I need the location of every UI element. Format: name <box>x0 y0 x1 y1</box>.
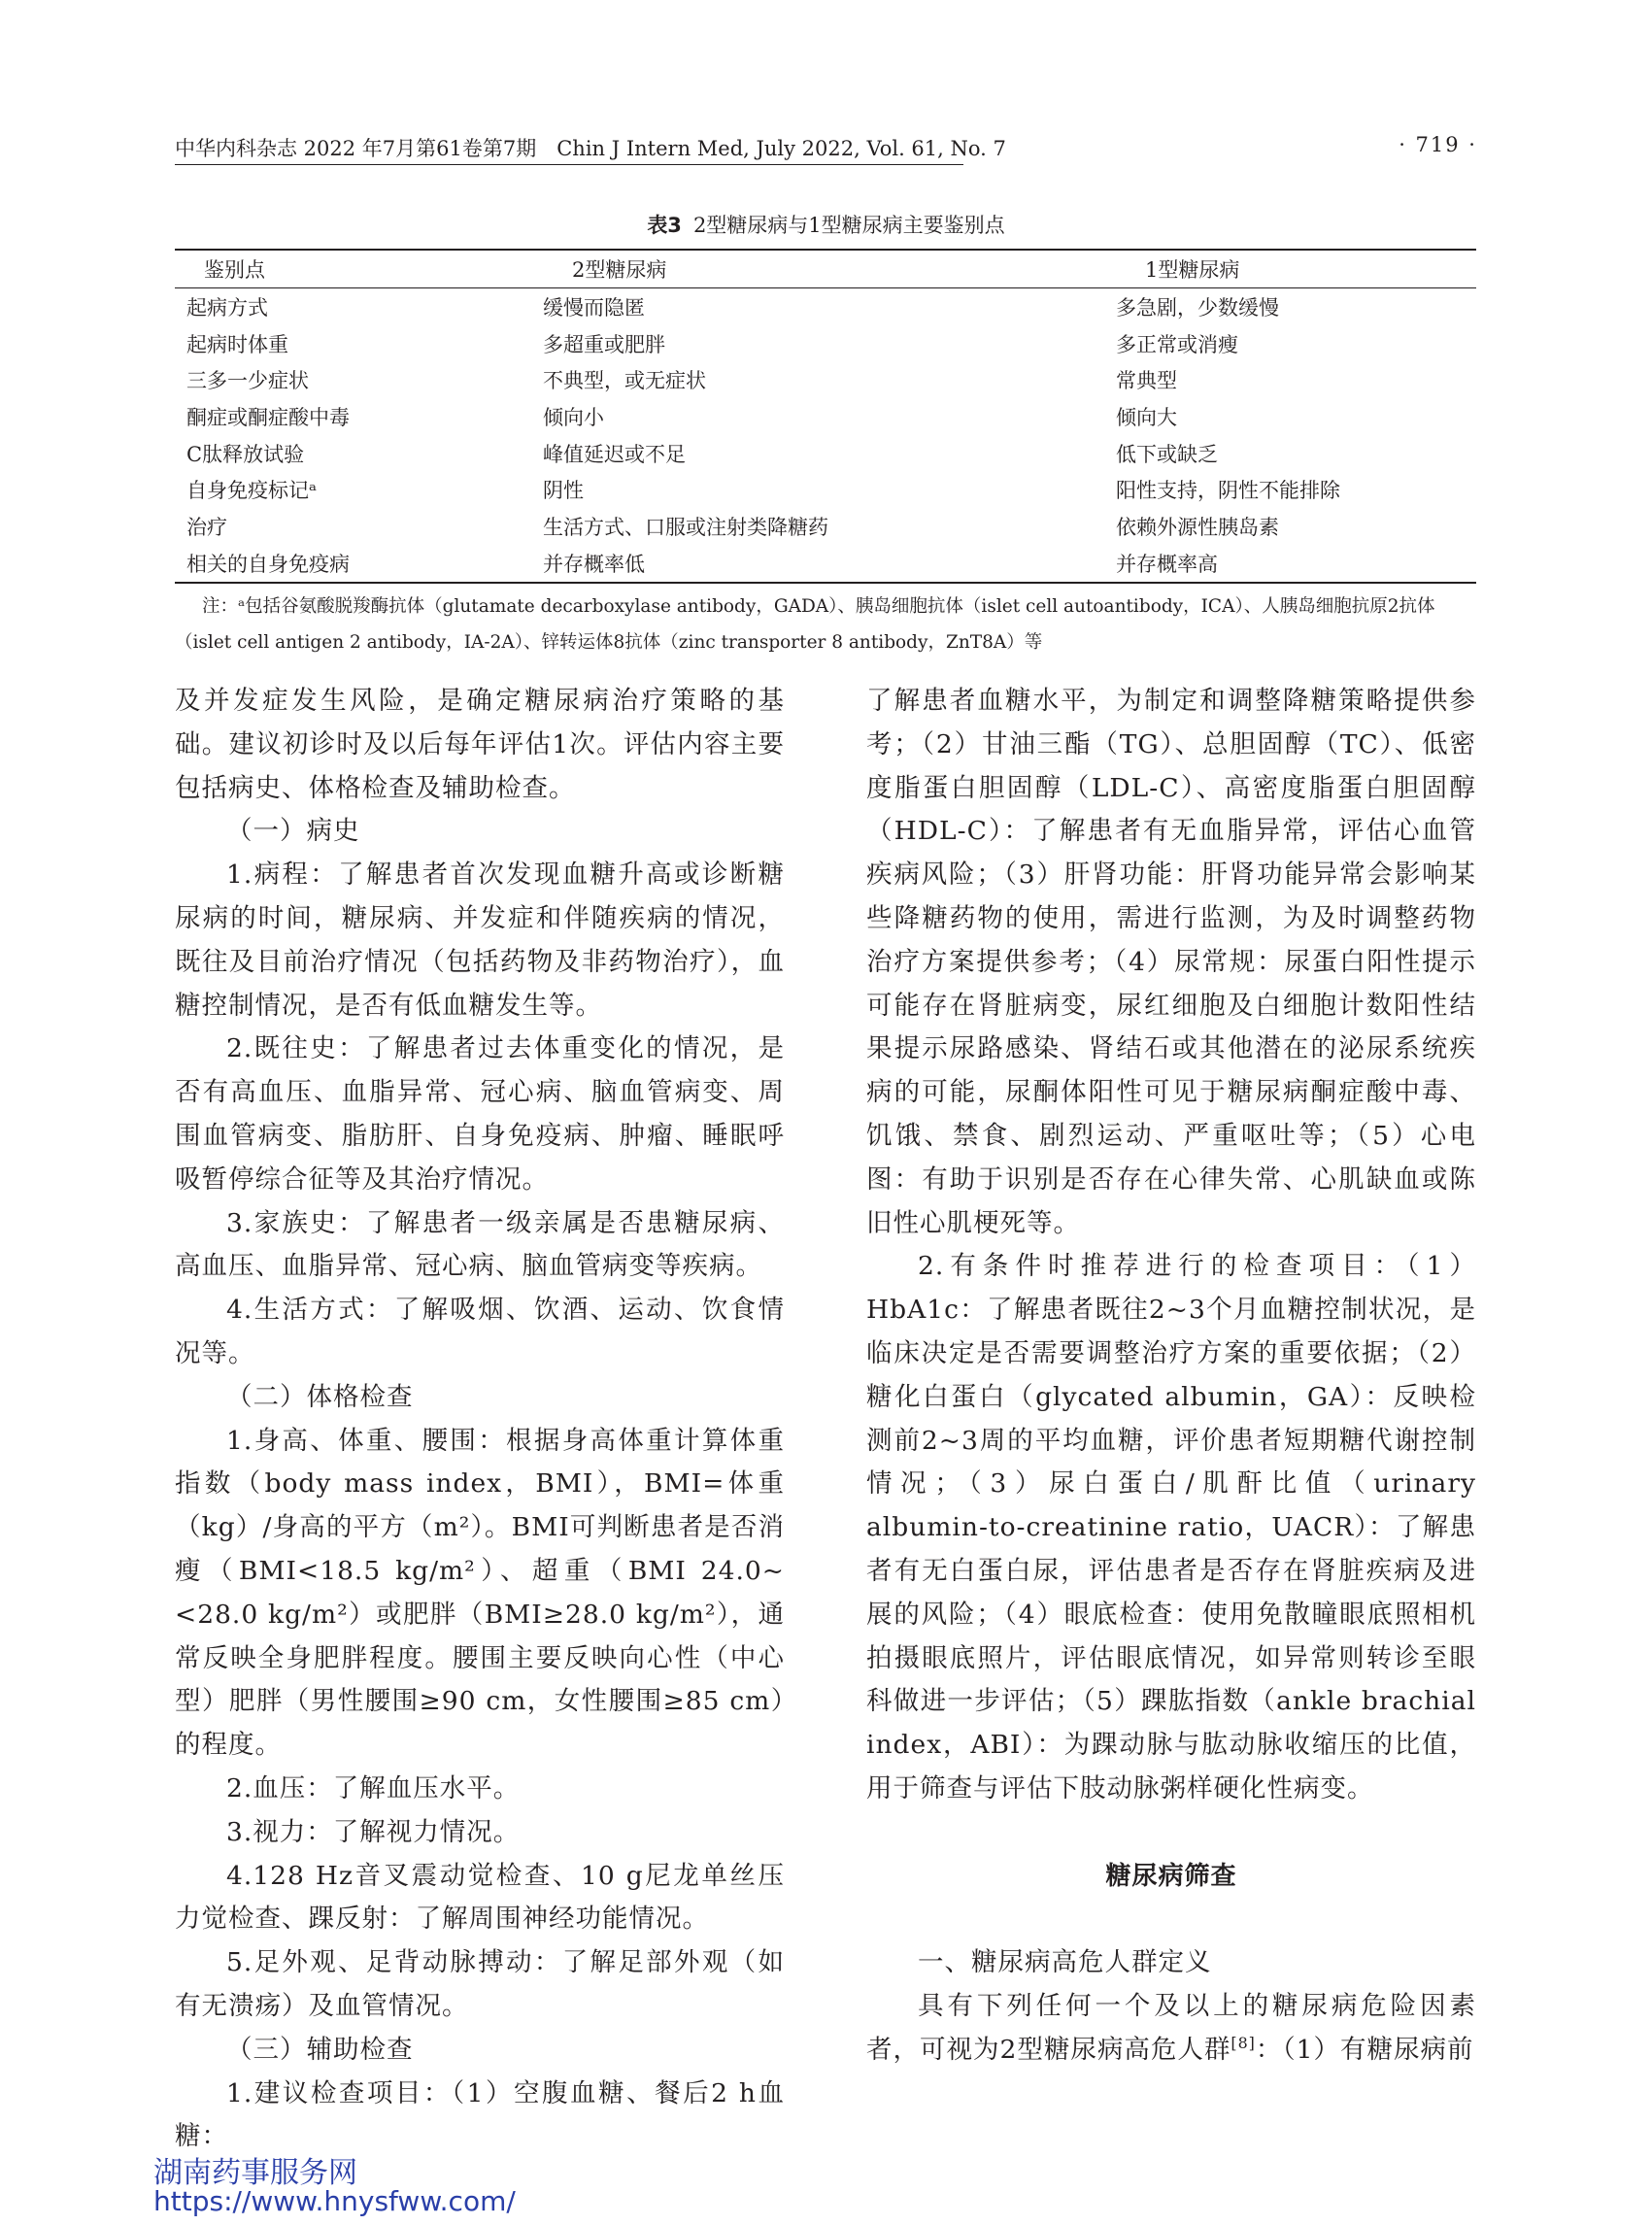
subheading-physical-exam: （二）体格检查 <box>226 1381 414 1412</box>
table-row <box>175 545 1476 583</box>
body-paragraph: 4.128 Hz音叉震动觉检查、10 g尼龙单丝压力觉检查、踝反射：了解周围神经功能情况。 <box>175 1860 785 1935</box>
page-number: · 719 · <box>1399 133 1477 156</box>
table-cell: 不典型，或无症状 <box>543 369 706 393</box>
table-footnote-text: 注：ᵃ包括谷氨酸脱羧酶抗体（glutamate decarboxylase antibody，GADA）、胰岛细胞抗体（islet cell autoantibody，ICA）、人胰岛细胞抗原2抗体（islet cell antigen 2 antibody，IA-2A）、锌转运体8抗体（zinc transporter 8 antibody，ZnT8A）等 <box>175 596 1435 653</box>
body-paragraph: 2.有条件时推荐进行的检查项目：（1）HbA1c：了解患者既往2~3个月血糖控制状况，是临床决定是否需要调整治疗方案的重要依据；（2）糖化白蛋白（glycated albumin，GA）：反映检测前2~3周的平均血糖，评价患者短期糖代谢控制情况；（3）尿白蛋白/肌酐比值（urinary albumin-to-creatinine ratio，UACR）：了解患者有无白蛋白尿，评估患者是否存在肾脏疾病及进展的风险；（4）眼底检查：使用免散瞳眼底照相机拍摄眼底照片，评估眼底情况，如异常则转诊至眼科做进一步评估；（5）踝肱指数（ankle brachial index，ABI）：为踝动脉与肱动脉收缩压的比值，用于筛查与评估下肢动脉粥样硬化性病变。 <box>866 1251 1476 1804</box>
header-rule <box>175 164 963 165</box>
table-cell: 并存概率低 <box>543 545 1116 583</box>
table-header-cell: 1型糖尿病 <box>1116 250 1476 288</box>
diagnosis-comparison-table <box>175 249 1476 584</box>
running-header <box>175 133 1477 168</box>
paragraph-text: 具有下列任何一个及以上的糖尿病危险因素者，可视为2型糖尿病高危人群 <box>866 1990 1476 2065</box>
table-cell: 阳性支持，阴性不能排除 <box>1116 479 1340 503</box>
table-row <box>175 398 1476 435</box>
table-caption <box>0 210 1652 239</box>
left-column <box>175 680 785 2159</box>
table-row <box>175 471 1476 508</box>
paragraph-text: ：（1）有糖尿病前 <box>1255 2034 1474 2065</box>
table-cell: 多正常或消瘦 <box>1116 332 1238 356</box>
body-paragraph: 5.足外观、足背动脉搏动：了解足部外观（如有无溃疡）及血管情况。 <box>175 1947 785 2021</box>
body-paragraph: 3.家族史：了解患者一级亲属是否患糖尿病、高血压、血脂异常、冠心病、脑血管病变等疾病。 <box>175 1207 785 1282</box>
body-paragraph: 3.视力：了解视力情况。 <box>226 1816 521 1847</box>
body-paragraph: 2.血压：了解血压水平。 <box>226 1772 521 1804</box>
table-row <box>175 361 1476 398</box>
body-paragraph: 1.身高、体重、腰围：根据身高体重计算体重指数（body mass index，BMI），BMI=体重（kg）/身高的平方（m²）。BMI可判断患者是否消瘦（BMI<18.5 kg/m²）、超重（BMI 24.0~<28.0 kg/m²）或肥胖（BMI≥28.0 kg/m²），通常反映全身肥胖程度。腰围主要反映向心性（中心型）肥胖（男性腰围≥90 cm，女性腰围≥85 cm）的程度。 <box>175 1425 785 1761</box>
table-cell: 三多一少症状 <box>186 369 309 393</box>
table-cell: 起病时体重 <box>186 332 288 356</box>
table-row <box>175 508 1476 545</box>
journal-citation: 中华内科杂志 2022 年7月第61卷第7期 Chin J Intern Med, July 2022, Vol. 61, No. 7 <box>175 137 1006 160</box>
citation-ref[interactable]: [8] <box>1231 2033 1256 2052</box>
subheading-history: （一）病史 <box>226 816 360 847</box>
table-header-cell: 2型糖尿病 <box>543 250 1116 288</box>
table-cell: 多急剧，少数缓慢 <box>1116 295 1279 320</box>
table-label: 表3 <box>647 214 682 237</box>
body-paragraph: 1.病程：了解患者首次发现血糖升高或诊断糖尿病的时间，糖尿病、并发症和伴随疾病的情况，既往及目前治疗情况（包括药物及非药物治疗），血糖控制情况，是否有低血糖发生等。 <box>175 860 785 1021</box>
table-cell: 低下或缺乏 <box>1116 442 1218 466</box>
table-cell: 依赖外源性胰岛素 <box>1116 515 1279 539</box>
table-cell: 相关的自身免疫病 <box>175 545 543 583</box>
table-cell: 阴性 <box>543 479 584 503</box>
table-cell: 倾向小 <box>543 405 604 429</box>
section-heading: 糖尿病筛查 <box>1105 1861 1237 1891</box>
table-cell: 自身免疫标记ᵃ <box>186 479 318 503</box>
table-cell: 酮症或酮症酸中毒 <box>186 405 350 429</box>
table-cell: 治疗 <box>186 515 227 539</box>
table-cell: 缓慢而隐匿 <box>543 295 645 320</box>
table-cell: 峰值延迟或不足 <box>543 442 686 466</box>
table-title: 2型糖尿病与1型糖尿病主要鉴别点 <box>692 214 1005 237</box>
table-cell: 起病方式 <box>186 295 268 320</box>
subheading-auxiliary-exam: （三）辅助检查 <box>226 2034 414 2065</box>
table-row <box>175 435 1476 472</box>
table-cell: C肽释放试验 <box>186 442 305 466</box>
right-column <box>866 680 1476 2073</box>
table-cell: 生活方式、口服或注射类降糖药 <box>543 515 828 539</box>
table-row <box>175 288 1476 325</box>
table-header-row <box>175 250 1476 288</box>
watermark-site-name: 湖南药事服务网 <box>153 2156 357 2190</box>
watermark-url[interactable]: https://www.hnysfww.com/ <box>153 2185 516 2217</box>
body-paragraph: 2.既往史：了解患者过去体重变化的情况，是否有高血压、血脂异常、冠心病、脑血管病变、周围血管病变、脂肪肝、自身免疫病、肿瘤、睡眠呼吸暂停综合征等及其治疗情况。 <box>175 1033 785 1195</box>
subheading-high-risk: 一、糖尿病高危人群定义 <box>918 1947 1212 1978</box>
body-paragraph <box>866 1985 1476 2073</box>
table-cell: 多超重或肥胖 <box>543 332 665 356</box>
table-footnote <box>175 589 1478 660</box>
table-header-cell: 鉴别点 <box>175 250 543 288</box>
body-paragraph: 4.生活方式：了解吸烟、饮酒、运动、饮食情况等。 <box>175 1295 785 1368</box>
table-row <box>175 325 1476 362</box>
table-cell: 倾向大 <box>1116 405 1177 429</box>
table-cell: 并存概率高 <box>1116 545 1476 583</box>
body-paragraph: 了解患者血糖水平，为制定和调整降糖策略提供参考；（2）甘油三酯（TG）、总胆固醇（TC）、低密度脂蛋白胆固醇（LDL-C）、高密度脂蛋白胆固醇（HDL-C）：了解患者有无血脂异常，评估心血管疾病风险；（3）肝肾功能：肝肾功能异常会影响某些降糖药物的使用，需进行监测，为及时调整药物治疗方案提供参考；（4）尿常规：尿蛋白阳性提示可能存在肾脏病变，尿红细胞及白细胞计数阳性结果提示尿路感染、肾结石或其他潜在的泌尿系统疾病的可能，尿酮体阳性可见于糖尿病酮症酸中毒、饥饿、禁食、剧烈运动、严重呕吐等；（5）心电图：有助于识别是否存在心律失常、心肌缺血或陈旧性心肌梗死等。 <box>866 686 1476 1238</box>
body-paragraph: 及并发症发生风险，是确定糖尿病治疗策略的基础。建议初诊时及以后每年评估1次。评估内容主要包括病史、体格检查及辅助检查。 <box>175 686 785 803</box>
body-paragraph: 1.建议检查项目：（1）空腹血糖、餐后2 h血糖： <box>175 2077 785 2152</box>
table-cell: 常典型 <box>1116 369 1177 393</box>
